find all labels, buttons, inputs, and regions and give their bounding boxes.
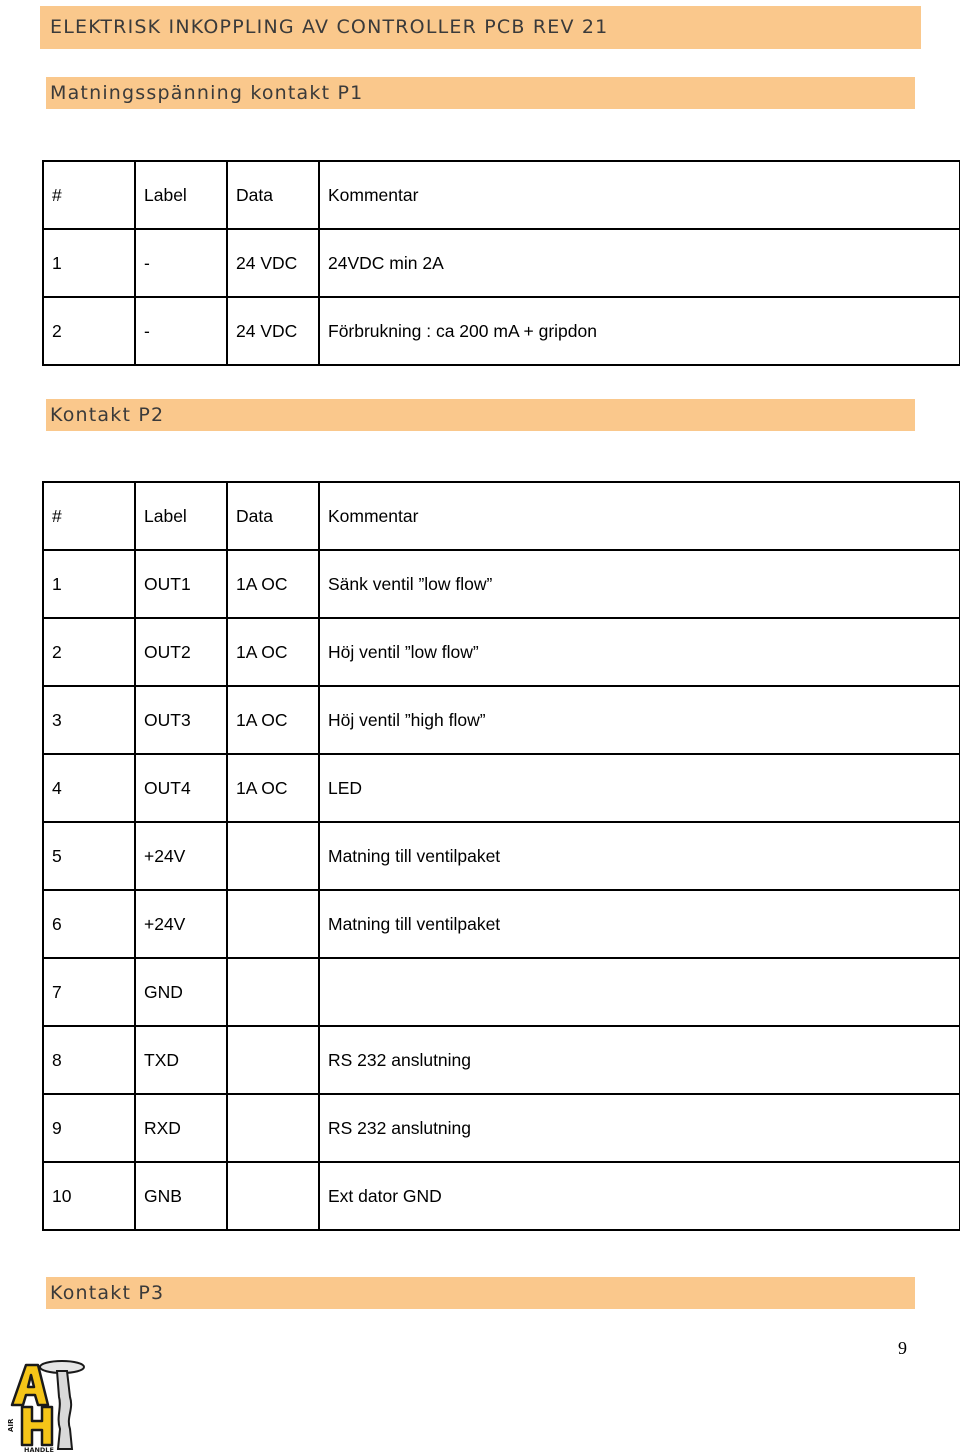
table-row: [43, 550, 960, 618]
label-cell: OUT3: [135, 686, 227, 754]
column-header-comment: Kommentar: [319, 161, 960, 229]
comment-cell: Ext dator GND: [319, 1162, 960, 1230]
comment-cell: RS 232 anslutning: [319, 1026, 960, 1094]
section-heading-p3: Kontakt P3: [46, 1277, 915, 1309]
column-header-label: Label: [135, 161, 227, 229]
logo-letter-h: [22, 1407, 52, 1445]
data-cell: [227, 1094, 319, 1162]
comment-cell: Sänk ventil ”low flow”: [319, 550, 960, 618]
label-cell: GND: [135, 958, 227, 1026]
label-cell: -: [135, 297, 227, 365]
comment-cell: Förbrukning : ca 200 mA + gripdon: [319, 297, 960, 365]
pin-number-cell: 6: [43, 890, 135, 958]
pin-number-cell: 5: [43, 822, 135, 890]
table-row: [43, 686, 960, 754]
logo-text-handle: HANDLE: [24, 1446, 54, 1453]
data-cell: 24 VDC: [227, 229, 319, 297]
table-row: [43, 1026, 960, 1094]
data-cell: [227, 958, 319, 1026]
column-header-comment: Kommentar: [319, 482, 960, 550]
pin-number-cell: 10: [43, 1162, 135, 1230]
table-row: [43, 229, 960, 297]
pin-number-cell: 3: [43, 686, 135, 754]
logo-text-air: AIR: [7, 1418, 15, 1432]
label-cell: +24V: [135, 822, 227, 890]
column-header-pin-number: #: [43, 482, 135, 550]
label-cell: OUT4: [135, 754, 227, 822]
comment-cell: 24VDC min 2A: [319, 229, 960, 297]
label-cell: OUT2: [135, 618, 227, 686]
comment-cell: RS 232 anslutning: [319, 1094, 960, 1162]
pin-number-cell: 9: [43, 1094, 135, 1162]
comment-cell: Höj ventil ”low flow”: [319, 618, 960, 686]
data-cell: 1A OC: [227, 550, 319, 618]
comment-cell: Höj ventil ”high flow”: [319, 686, 960, 754]
data-cell: [227, 822, 319, 890]
table-row: [43, 297, 960, 365]
table-row: [43, 754, 960, 822]
label-cell: RXD: [135, 1094, 227, 1162]
data-cell: 1A OC: [227, 686, 319, 754]
data-cell: 24 VDC: [227, 297, 319, 365]
label-cell: TXD: [135, 1026, 227, 1094]
label-cell: +24V: [135, 890, 227, 958]
column-header-data: Data: [227, 161, 319, 229]
data-cell: 1A OC: [227, 754, 319, 822]
comment-cell: Matning till ventilpaket: [319, 822, 960, 890]
data-cell: [227, 890, 319, 958]
pin-number-cell: 1: [43, 550, 135, 618]
column-header-label: Label: [135, 482, 227, 550]
pin-number-cell: 4: [43, 754, 135, 822]
pin-number-cell: 2: [43, 618, 135, 686]
table-row: [43, 1094, 960, 1162]
column-header-data: Data: [227, 482, 319, 550]
page-number: 9: [898, 1338, 907, 1358]
table-p1: [42, 160, 960, 366]
section-heading-p1: Matningsspänning kontakt P1: [46, 77, 915, 109]
table-row: [43, 958, 960, 1026]
data-cell: [227, 1162, 319, 1230]
logo-letter-a: [12, 1365, 48, 1405]
air-handle-logo: [4, 1357, 88, 1453]
table-row: [43, 890, 960, 958]
comment-cell: [319, 958, 960, 1026]
comment-cell: Matning till ventilpaket: [319, 890, 960, 958]
pin-number-cell: 7: [43, 958, 135, 1026]
table-row: [43, 618, 960, 686]
label-cell: -: [135, 229, 227, 297]
section-heading-p2: Kontakt P2: [46, 399, 915, 431]
label-cell: GNB: [135, 1162, 227, 1230]
pin-number-cell: 1: [43, 229, 135, 297]
label-cell: OUT1: [135, 550, 227, 618]
table-row: [43, 1162, 960, 1230]
table-header-row: [43, 482, 960, 550]
data-cell: [227, 1026, 319, 1094]
document-title: ELEKTRISK INKOPPLING AV CONTROLLER PCB REV 21: [40, 6, 921, 49]
table-header-row: [43, 161, 960, 229]
data-cell: 1A OC: [227, 618, 319, 686]
pin-number-cell: 2: [43, 297, 135, 365]
column-header-pin-number: #: [43, 161, 135, 229]
table-row: [43, 822, 960, 890]
pin-number-cell: 8: [43, 1026, 135, 1094]
comment-cell: LED: [319, 754, 960, 822]
table-p2: [42, 481, 960, 1231]
